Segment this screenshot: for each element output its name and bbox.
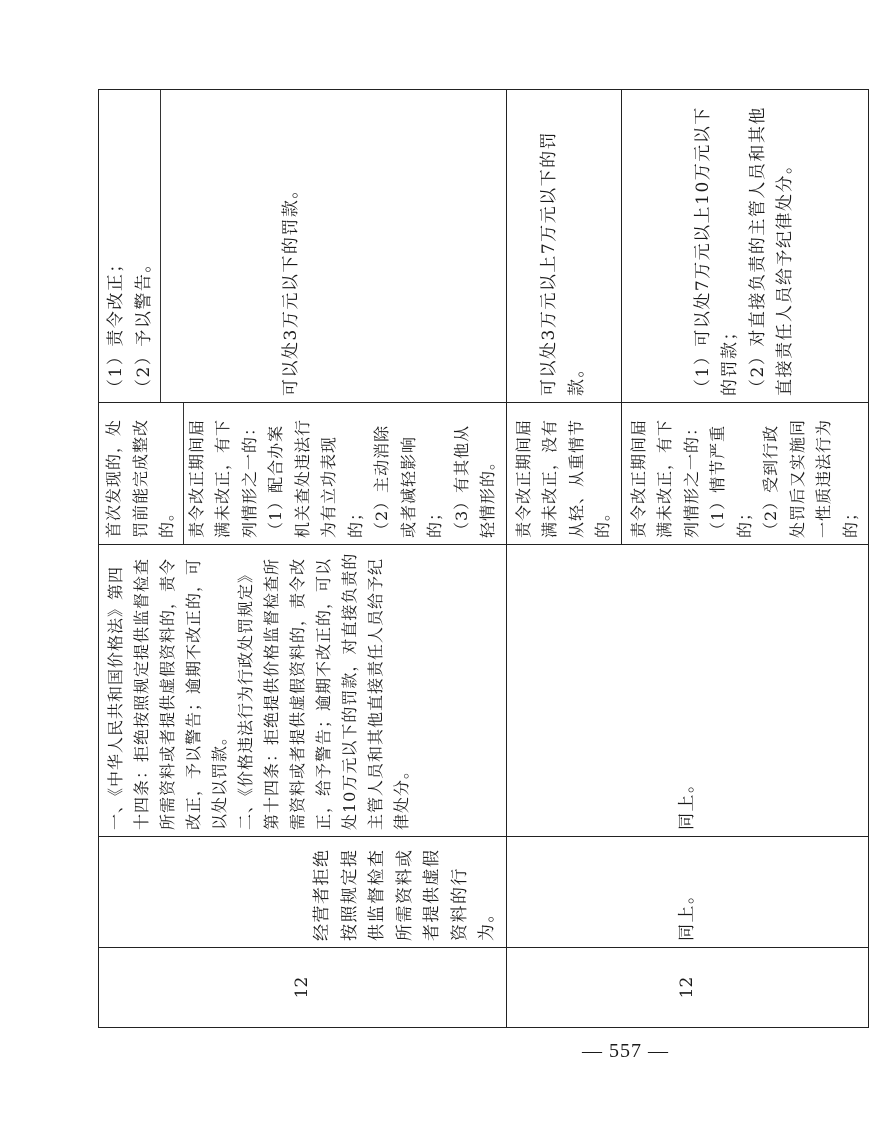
condition-line: （3）有其他从轻情形的。 [451,424,497,538]
penalty-line: 可以处3万元以下的罚款。 [281,180,302,396]
table-row [506,90,621,1028]
condition-line: （1）配合办案机关查处违法行为有立功表现的； [266,418,365,538]
condition-line: （2）主动消除或者减轻影响的； [372,424,444,538]
condition-first-offense: 首次发现的，处罚前能完成整改的。 [101,403,184,544]
penalty-line: （2）对直接负责的主管人员和其他直接责任人员给予纪律处分。 [747,106,796,396]
penalty-standard-table [98,89,869,1028]
penalty-line: （1）可以处7万元以上10万元以下的罚款； [692,106,741,396]
row-number: 12 [99,948,507,1028]
condition-line: （1）情节严重的； [708,424,754,538]
penalty-cell [621,90,869,403]
condition-cell: 责令改正期间届满未改正，没有从轻、从重情节的。 [506,403,621,545]
legal-basis-cell [99,545,507,837]
row-number: 12 [506,948,869,1028]
violation-cell: 经营者拒绝按照规定提供监督检查所需资料或者提供虚假资料的行为。 [99,837,507,948]
penalty-line: （2）予以警告。 [133,254,154,396]
condition-line: 责令改正期间届满未改正，有下列情形之一的： [628,418,701,538]
condition-cell [621,403,869,545]
violation-cell: 同上。 [506,837,869,948]
page-number: — 557 — [582,1040,669,1062]
penalty-first-offense [99,90,161,402]
condition-line: （2）受到行政处罚后又实施同一性质违法行为的； [761,418,860,538]
legal-basis-item: 二、《价格违法行为行政处罚规定》第十四条：拒绝提供价格监督检查所需资料或者提供虚假资料的，责令改正，给予警告；逾期不改正的，可以处10万元以下的罚款，对直接负责的主管人员和其他直接责任人员给予纪律处分。 [236,552,411,830]
legal-basis-cell: 同上。 [506,545,869,837]
rotated-table-container [98,90,860,1028]
table-row [99,90,507,1028]
penalty-cell [99,90,507,403]
legal-basis-item: 一、《中华人民共和国价格法》第四十四条：拒绝按照规定提供监督检查所需资料或者提供虚假资料的，责令改正，予以警告；逾期不改正的，可以处以罚款。 [106,557,229,830]
penalty-lighter [161,90,423,402]
condition-line: 责令改正期间届满未改正，有下列情形之一的： [186,418,259,538]
condition-cell [99,403,507,545]
penalty-cell: 可以处3万元以上7万元以下的罚款。 [506,90,621,403]
penalty-line: （1）责令改正； [106,254,126,396]
